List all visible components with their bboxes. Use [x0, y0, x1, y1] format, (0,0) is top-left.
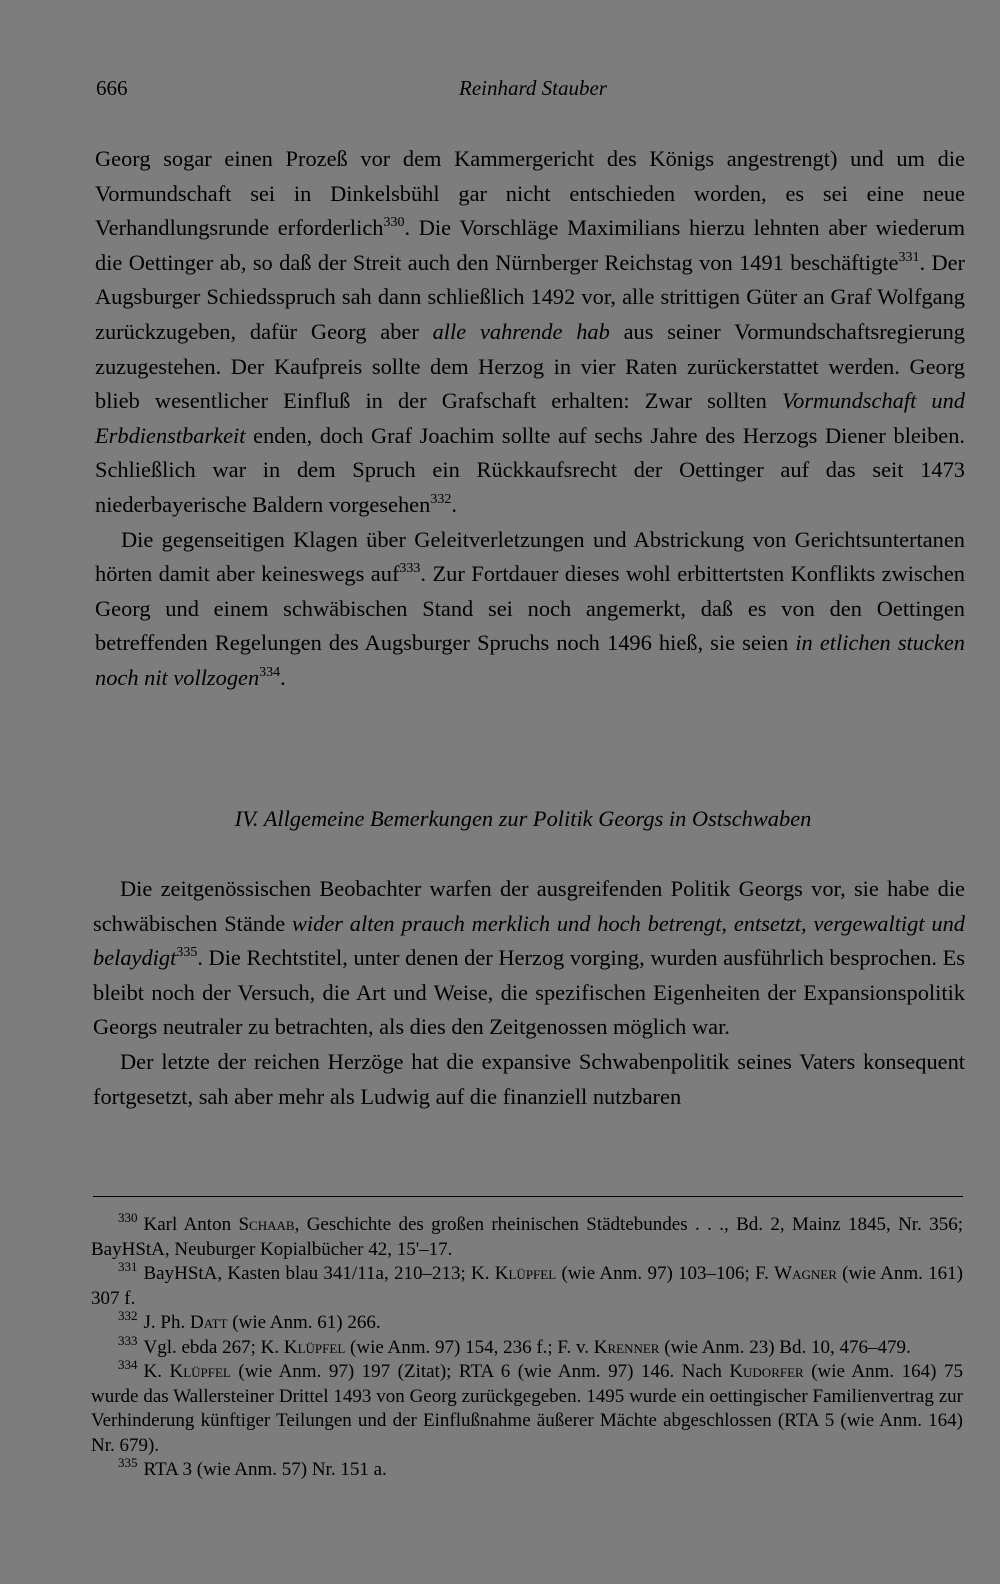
- footnote-334: [91, 1357, 963, 1458]
- footnote-text: (wie Anm. 164) 75 wurde das Wallersteiner Drittel 1493 von Georg zurückgegeben. 1495 wurde ein oettingischer Familienvertrag zur Verhinderung künftiger Teilungen und der Einflußnahme äußerer Mächte abgeschlossen (RTA 5 (wie Anm. 164) Nr. 679).: [91, 1361, 963, 1456]
- footnote-separator: [93, 1196, 963, 1197]
- footnote-number: 335: [118, 1455, 138, 1470]
- quotation: alle vahrende hab: [432, 318, 610, 344]
- footnote-ref-334[interactable]: 334: [259, 664, 281, 680]
- footnote-text: J. Ph.: [143, 1312, 190, 1333]
- page-header: [96, 76, 616, 106]
- author-name: Klüpfel: [283, 1336, 346, 1358]
- footnote-ref-332[interactable]: 332: [430, 491, 452, 507]
- section-heading: IV. Allgemeine Bemerkungen zur Politik Georgs in Ostschwaben: [234, 806, 812, 831]
- author-name: Klüpfel: [169, 1361, 231, 1382]
- footnote-text: (wie Anm. 61) 266.: [227, 1312, 381, 1333]
- running-head: Reinhard Stauber: [459, 76, 607, 100]
- author-name: Datt: [189, 1312, 228, 1333]
- paragraph-1: [95, 142, 965, 523]
- text-run: .: [451, 491, 457, 517]
- footnote-text: (wie Anm. 97) 154, 236 f.; F. v.: [345, 1336, 594, 1358]
- footnote-number: 331: [118, 1259, 138, 1274]
- footnote-335: [91, 1455, 963, 1483]
- quotation: wider alten prauch merklich und hoch betrengt, entsetzt, vergewaltigt und belaydigt: [93, 910, 965, 971]
- author-name: Krenner: [593, 1336, 660, 1358]
- text-run: aus seiner Vormundschaftsregierung zuzugestehen. Der Kaufpreis sollte dem Herzog in vier Raten zurückerstattet werden. Georg blieb wesentlicher Einfluß in der Grafschaft erhalten: Zwar sollten: [95, 318, 965, 414]
- text-run: . Die Rechtstitel, unter denen der Herzog vorging, wurden ausführlich besprochen. Es bleibt noch der Versuch, die Art und Weise, die spezifischen Eigenheiten der Expansionspolitik Georgs neutraler zu betrachten, als dies den Zeitgenossen möglich war.: [93, 945, 965, 1040]
- quotation: in etlichen stucken noch nit vollzogen: [95, 630, 965, 690]
- footnote-331: [91, 1259, 963, 1311]
- footnote-number: 334: [118, 1357, 138, 1372]
- author-name: Klüpfel: [494, 1263, 557, 1284]
- text-run: Der letzte der reichen Herzöge hat die expansive Schwabenpolitik seines Vaters konsequent fortgesetzt, sah aber mehr als Ludwig auf die finanziell nutzbaren: [93, 1048, 965, 1109]
- text-run: Die zeitgenössischen Beobachter warfen der ausgreifenden Politik Georgs vor, sie habe die schwäbischen Stände: [93, 876, 965, 936]
- footnote-333: [91, 1332, 963, 1361]
- paragraph-2: [95, 523, 965, 696]
- footnote-text: K.: [143, 1361, 170, 1382]
- footnote-ref-335[interactable]: 335: [176, 945, 198, 961]
- main-text: [95, 142, 965, 696]
- section-text: [93, 872, 965, 1114]
- footnote-text: (wie Anm. 97) 103–106; F.: [556, 1263, 775, 1284]
- footnote-text: RTA 3 (wie Anm. 57) Nr. 151 a.: [143, 1459, 387, 1480]
- footnote-ref-331[interactable]: 331: [898, 249, 920, 265]
- text-run: . Die Vorschläge Maximilians hierzu lehnten aber wiederum die Oettinger ab, so daß der Streit auch den Nürnberger Reichstag von 1491 beschäftigte: [95, 215, 965, 275]
- text-run: Georg sogar einen Prozeß vor dem Kammergericht des Königs angestrengt) und um die Vormundschaft sei in Dinkelsbühl gar nicht entschieden worden, es sei eine neue Verhandlungsrunde erforderlich: [95, 146, 965, 241]
- author-name: Wagner: [774, 1263, 837, 1284]
- footnote-text: Vgl. ebda 267; K.: [143, 1336, 284, 1358]
- footnotes: [91, 1210, 963, 1483]
- section-paragraph-2: [93, 1045, 965, 1114]
- footnote-text: (wie Anm. 97) 197 (Zitat); RTA 6 (wie Anm. 97) 146. Nach: [230, 1361, 730, 1382]
- footnote-text: , Geschichte des großen rheinischen Städtebundes . . ., Bd. 2, Mainz 1845, Nr. 356; BayHStA, Neuburger Kopialbücher 42, 15'–17.: [91, 1214, 963, 1260]
- footnote-number: 330: [118, 1210, 138, 1225]
- footnote-332: [91, 1308, 963, 1336]
- text-run: enden, doch Graf Joachim sollte auf sechs Jahre des Herzogs Diener bleiben. Schließlich war in dem Spruch ein Rückkaufsrecht der Oettinger auf das seit 1473 niederbayerische Baldern vorgesehen: [95, 422, 965, 517]
- footnote-number: 332: [118, 1308, 138, 1323]
- footnote-text: Karl Anton: [143, 1214, 239, 1235]
- author-name: Kudorfer: [729, 1361, 804, 1382]
- footnote-ref-330[interactable]: 330: [383, 215, 405, 231]
- footnote-text: (wie Anm. 23) Bd. 10, 476–479.: [659, 1336, 911, 1358]
- footnote-ref-333[interactable]: 333: [399, 561, 421, 577]
- footnote-number: 333: [118, 1332, 138, 1348]
- text-run: Die gegenseitigen Klagen über Geleitverletzungen und Abstrickung von Gerichtsuntertanen hörten damit aber keineswegs auf: [95, 526, 965, 587]
- text-run: .: [280, 664, 286, 690]
- text-run: . Der Augsburger Schiedsspruch sah dann schließlich 1492 vor, alle strittigen Güter an Graf Wolfgang zurückzugeben, dafür Georg aber: [95, 249, 966, 344]
- footnote-text: (wie Anm. 161) 307 f.: [91, 1263, 963, 1309]
- section-paragraph-1: [93, 872, 965, 1045]
- author-name: Schaab: [238, 1214, 295, 1235]
- footnote-text: BayHStA, Kasten blau 341/11a, 210–213; K.: [143, 1263, 495, 1284]
- text-run: . Zur Fortdauer dieses wohl erbittertsten Konflikts zwischen Georg und einem schwäbischen Stand sei noch angemerkt, daß es von den Oettingen betreffenden Regelungen des Augsburger Spruchs noch 1496 hieß, sie seien: [95, 561, 965, 656]
- quotation: Vormundschaft und Erbdienstbarkeit: [95, 388, 966, 448]
- page-number: 666: [96, 76, 128, 100]
- footnote-330: [91, 1210, 963, 1262]
